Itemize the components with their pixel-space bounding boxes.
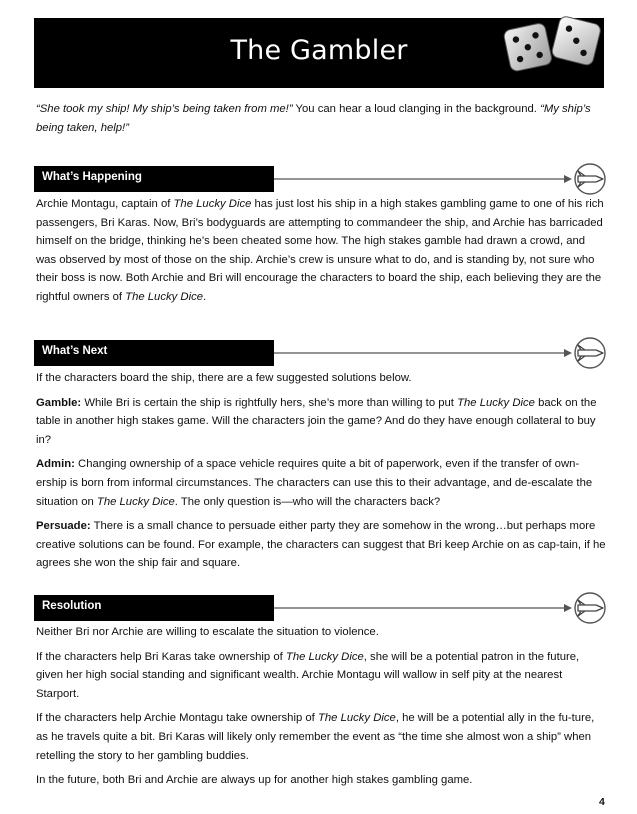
paragraph: In the future, both Bri and Archie are always up for another high stakes gambling game.	[36, 774, 473, 787]
option-label-admin: Admin:	[36, 458, 75, 471]
rocket-ship-icon	[274, 336, 610, 370]
intro-quote-1: “She took my ship! My ship’s being taken from me!”	[36, 103, 293, 115]
intro-quote-2: “My ship’s being taken, help!”	[36, 103, 591, 134]
section-header-whats-next	[34, 340, 274, 366]
ship-name: The Lucky Dice	[457, 396, 535, 409]
paragraph: If the characters board the ship, there are a few suggested solutions below.	[36, 372, 412, 384]
text: There is a small chance to persuade either party they are somehow in the wrong…but perhaps more creative solutions can be found. For example, the characters can suggest that Bri keep Archie on as cap-tain, if he agrees she won the ship fair and square.	[36, 520, 606, 570]
ship-name: The Lucky Dice	[317, 712, 396, 725]
ship-name: The Lucky Dice	[285, 650, 364, 663]
section-heading: Resolution	[42, 600, 102, 612]
rocket-ship-icon	[274, 162, 610, 196]
resolution-body	[36, 623, 608, 790]
option-label-persuade: Persuade:	[36, 520, 91, 533]
text: , she will be a potential patron in the future, given her high social standing and significant wealth. Archie Montagu will wallow in self pity at the nearest Starport.	[36, 650, 580, 700]
ship-name: The Lucky Dice	[125, 290, 204, 303]
dice-icon	[503, 12, 603, 74]
text: Changing ownership of a space vehicle requires quite a bit of paperwork, even if the transfer of own-ership is born from informal circumstances. The characters can use this to their advantage, and de-escalate the situation on	[36, 458, 593, 508]
section-heading: What’s Next	[42, 345, 108, 357]
text: back on the table in another high stakes game. Will the characters join the game? And do they have enough collateral to buy in?	[36, 396, 597, 446]
text: If the characters help Bri Karas take ownership of	[36, 650, 286, 663]
paragraph: Neither Bri nor Archie are willing to escalate the situation to violence.	[36, 626, 379, 638]
whats-next-body	[36, 369, 608, 573]
page-title: The Gambler	[230, 35, 408, 66]
section-header-whats-happening	[34, 166, 274, 192]
ship-name: The Lucky Dice	[173, 198, 252, 210]
text: .	[203, 290, 207, 303]
text: Archie Montagu, captain of	[36, 198, 174, 210]
rocket-ship-icon	[274, 591, 610, 625]
intro-text: You can hear a loud clanging in the background.	[292, 103, 541, 115]
text: has just lost his ship in a high stakes gambling game to one of his rich passengers, Bri Karas. Now, Bri’s bodyguards are attempting to commandeer the ship, and Archie has barricaded himself on the bridge, thinking he’s been cheated some how. The high stakes gamble had drawn a crowd, and was observed by most of those on the ship. Archie’s crew is unsure what to do, and is standing by, not sure who their boss is now. Both Archie and Bri will encourage the characters to board the ship, each believing they are the rightful owners of	[36, 198, 604, 303]
section-heading: What’s Happening	[42, 171, 142, 183]
ship-name: The Lucky Dice	[96, 495, 175, 508]
page-number: 4	[599, 796, 605, 808]
section-header-resolution	[34, 595, 274, 621]
option-label-gamble: Gamble:	[36, 396, 82, 409]
intro-paragraph	[36, 100, 608, 137]
text: , he will be a potential ally in the fu-ture, as he travels quite a bit. Bri Karas will likely only remember the event as “the time she almost won a ship” when retelling the story to her gambling buddies.	[36, 712, 595, 762]
text: . The only question is—who will the characters back?	[174, 495, 441, 508]
whats-happening-body	[36, 195, 608, 307]
text: While Bri is certain the ship is rightfully hers, she’s more than willing to put	[81, 396, 458, 409]
text: If the characters help Archie Montagu take ownership of	[36, 712, 318, 725]
